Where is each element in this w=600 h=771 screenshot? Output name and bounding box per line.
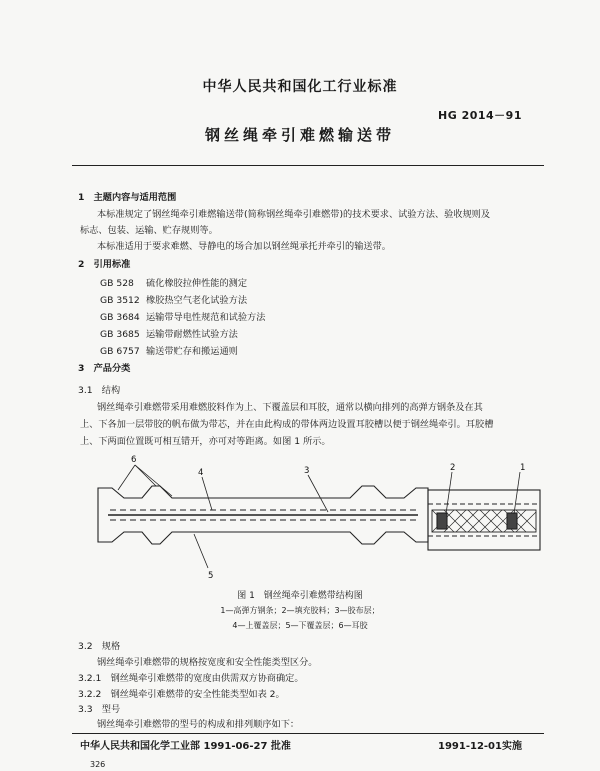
section-3-1-heading: 3.1 结构 xyxy=(78,385,121,396)
standard-type: 中华人民共和国化工行业标准 xyxy=(202,79,398,95)
section-1-para1-line1: 本标准规定了钢丝绳牵引难燃输送带(简称钢丝绳牵引难燃带)的技术要求、试验方法、验收规则及 xyxy=(97,209,491,220)
reference-code: GB 3684 xyxy=(100,312,140,323)
figure-1-caption: 图 1 钢丝绳牵引难燃带结构图 xyxy=(237,591,363,601)
reference-title: 橡胶热空气老化试验方法 xyxy=(146,295,248,306)
reference-code: GB 3512 xyxy=(100,295,140,306)
section-3-1-line1: 钢丝绳牵引难燃带采用难燃胶料作为上、下覆盖层和耳胶，通常以横向排列的高弹方钢条及在其 xyxy=(97,402,483,413)
effective-date: 1991-12-01实施 xyxy=(438,741,522,752)
section-1-para2: 本标准适用于要求难燃、导静电的场合加以钢丝绳承托并牵引的输送带。 xyxy=(97,241,391,252)
section-2-heading: 2 引用标准 xyxy=(78,259,131,270)
figure-1-legend-line2: 4—上覆盖层；5—下覆盖层；6—耳胶 xyxy=(232,621,368,630)
belt-cross-section xyxy=(98,465,428,568)
header-divider xyxy=(72,165,544,166)
reference-item xyxy=(100,292,247,306)
section-3-2-1: 3.2.1 钢丝绳牵引难燃带的宽度由供需双方协商确定。 xyxy=(78,673,304,684)
page-number: 326 xyxy=(90,760,106,769)
section-3-2-text: 钢丝绳牵引难燃带的规格按宽度和安全性能类型区分。 xyxy=(97,657,318,668)
reference-code: GB 3685 xyxy=(100,329,140,340)
figure-label-5: 5 xyxy=(208,571,214,581)
figure-label-2: 2 xyxy=(450,463,456,473)
reference-item xyxy=(100,275,247,289)
figure-label-4: 4 xyxy=(198,468,204,478)
standard-code: HG 2014－91 xyxy=(438,109,522,122)
section-3-2-2: 3.2.2 钢丝绳牵引难燃带的安全性能类型如表 2。 xyxy=(78,689,285,700)
reference-item xyxy=(100,343,238,357)
document-title: 钢丝绳牵引难燃输送带 xyxy=(204,126,395,144)
belt-detail-section xyxy=(428,472,540,550)
figure-1-legend-line1: 1—高弹方钢条；2—填充胶料；3—胶布层； xyxy=(220,606,380,615)
figure-label-1: 1 xyxy=(520,463,526,473)
reference-code: GB 6757 xyxy=(100,346,140,357)
figure-label-3: 3 xyxy=(304,466,310,476)
reference-title: 输送带贮存和搬运通则 xyxy=(146,346,238,357)
section-3-3-heading: 3.3 型号 xyxy=(78,704,121,715)
reference-title: 运输带耐燃性试验方法 xyxy=(146,329,238,340)
section-1-heading: 1 主题内容与适用范围 xyxy=(78,192,177,203)
reference-title: 运输带导电性规范和试验方法 xyxy=(146,312,266,323)
section-3-heading: 3 产品分类 xyxy=(78,363,131,374)
footer-divider xyxy=(72,733,544,734)
figure-label-6: 6 xyxy=(131,455,137,465)
reference-item xyxy=(100,309,265,323)
section-3-1-line3: 上、下两面位置既可相互错开，亦可对等距离。如图 1 所示。 xyxy=(80,436,331,447)
reference-item xyxy=(100,326,238,340)
approval-info: 中华人民共和国化学工业部 1991-06-27 批准 xyxy=(80,741,291,752)
section-3-1-line2: 上、下各加一层带胶的帆布做为带芯，并在由此构成的带体两边设置耳胶槽以便于钢丝绳牵引。耳胶槽 xyxy=(80,419,494,430)
reference-code: GB 528 xyxy=(100,278,134,289)
reference-title: 硫化橡胶拉伸性能的测定 xyxy=(146,278,248,289)
figure-1-diagram xyxy=(90,450,550,585)
section-3-2-heading: 3.2 规格 xyxy=(78,641,121,652)
section-3-3-text: 钢丝绳牵引难燃带的型号的构成和排列顺序如下： xyxy=(97,719,300,730)
section-1-para1-line2: 标志、包装、运输、贮存规则等。 xyxy=(80,225,218,236)
